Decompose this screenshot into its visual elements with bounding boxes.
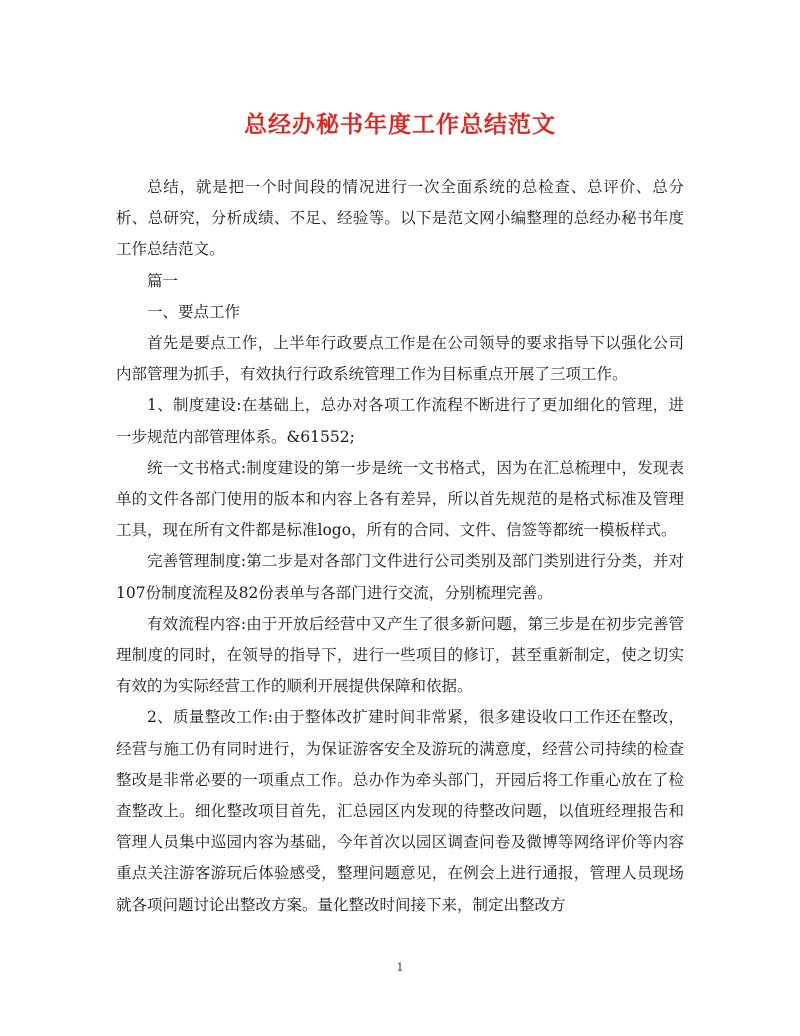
body-paragraph: 2、质量整改工作:由于整体改扩建时间非常紧，很多建设收口工作还在整改，经营与施工仍有同时进行，为保证游客安全及游玩的满意度，经营公司持续的检查整改是非常必要的一项重点工作。总办作为牵头部门，开园后将工作重心放在了检查整改上。细化整改项目首先，汇总园区内发现的待整改问题，以值班经理报告和管理人员集中巡园内容为基础，今年首次以园区调查问卷及微博等网络评价等内容重点关注游客游玩后体验感受，整理问题意见，在例会上进行通报，管理人员现场就各项问题讨论出整改方案。量化整改时间接下来，制定出整改方 xyxy=(116,708,684,914)
page-number: 1 xyxy=(396,961,404,974)
intro-paragraph: 总结，就是把一个时间段的情况进行一次全面系统的总检查、总评价、总分析、总研究，分析成绩、不足、经验等。以下是范文网小编整理的总经办秘书年度工作总结范文。 xyxy=(116,178,684,259)
body-paragraph: 1、制度建设:在基础上，总办对各项工作流程不断进行了更加细化的管理，进一步规范内部管理体系。&61552; xyxy=(116,396,684,446)
body-paragraph: 首先是要点工作，上半年行政要点工作是在公司领导的要求指导下以强化公司内部管理为抓手，有效执行行政系统管理工作为目标重点开展了三项工作。 xyxy=(116,334,684,384)
section-label: 篇一 xyxy=(147,271,179,290)
body-paragraph: 有效流程内容:由于开放后经营中又产生了很多新问题，第三步是在初步完善管理制度的同时，在领导的指导下，进行一些项目的修订，甚至重新制定，使之切实有效的为实际经营工作的顺利开展提供保障和依据。 xyxy=(116,614,684,696)
document-title: 总经办秘书年度工作总结范文 xyxy=(244,112,556,138)
section-heading: 一、要点工作 xyxy=(147,302,241,321)
document-body xyxy=(116,172,684,921)
body-paragraph: 完善管理制度:第二步是对各部门文件进行公司类别及部门类别进行分类，并对107份制度流程及82份表单与各部门进行交流，分别梳理完善。 xyxy=(116,552,684,602)
body-paragraph: 统一文书格式:制度建设的第一步是统一文书格式，因为在汇总梳理中，发现表单的文件各部门使用的版本和内容上各有差异，所以首先规范的是格式标准及管理工具，现在所有文件都是标准logo，所有的合同、文件、信签等都统一模板样式。 xyxy=(116,458,684,540)
